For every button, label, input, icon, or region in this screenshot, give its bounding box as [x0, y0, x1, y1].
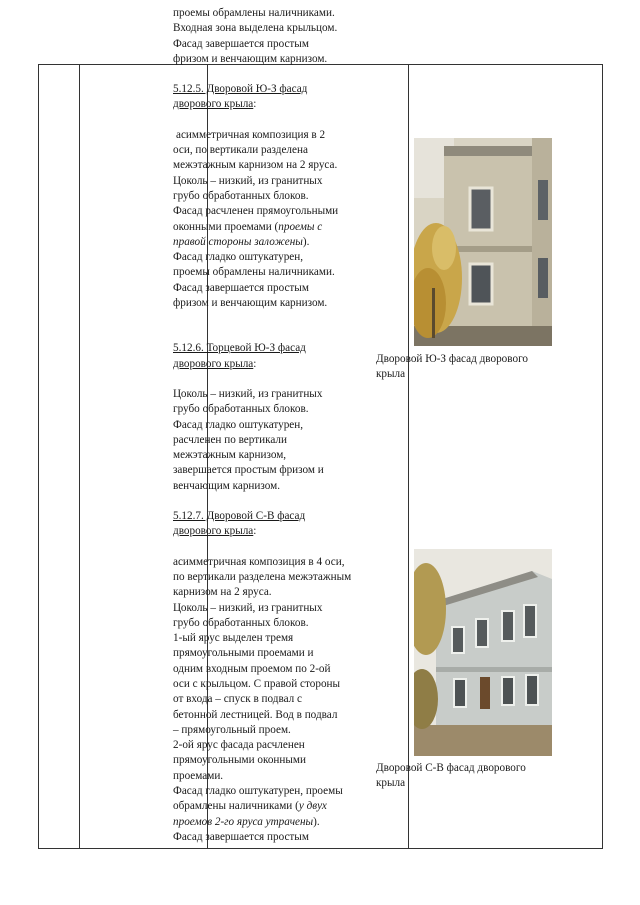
text-line: Цоколь – низкий, из гранитных: [173, 174, 323, 187]
caption-line: Дворовой С-В фасад дворового: [376, 762, 526, 774]
text-line: Фасад гладко оштукатурен,: [173, 251, 304, 264]
text-line: завершается простым фризом и: [173, 464, 324, 477]
section-heading: 5.12.6. Торцевой Ю-З фасад: [173, 342, 306, 355]
text-line: правой стороны заложены).: [173, 235, 310, 248]
text-line: Фасад завершается простым: [173, 281, 309, 294]
text-line: обрамлены наличниками (у двух: [173, 800, 327, 813]
text-line: Фасад гладко оштукатурен,: [173, 418, 304, 431]
description-column: [173, 6, 371, 845]
text-line: одним входным проемом по 2-ой: [173, 662, 331, 675]
text-line: карнизом на 2 яруса.: [173, 586, 272, 599]
text-line: 1-ый ярус выделен тремя: [173, 632, 294, 645]
building-photo: [414, 138, 552, 346]
text-line: грубо обработанных блоков.: [173, 403, 309, 416]
text-line: проемы обрамлены наличниками.: [173, 7, 335, 19]
text-line: оси с крыльцом. С правой стороны: [173, 677, 341, 690]
section-heading: дворового крыла:: [173, 357, 257, 370]
photo-caption-ne: [376, 761, 556, 790]
text-line: межэтажным карнизом,: [173, 449, 287, 462]
photo-caption-sw: [376, 352, 556, 381]
facade-photo-ne: [414, 549, 552, 756]
text-line: Фасад гладко оштукатурен, проемы: [173, 785, 343, 798]
text-line: 2-ой ярус фасада расчленен: [173, 739, 305, 752]
text-line: – прямоугольный проем.: [173, 723, 291, 736]
section-heading: дворового крыла:: [173, 525, 257, 538]
section-heading: дворового крыла:: [173, 98, 257, 111]
facade-photo-sw: [414, 138, 552, 346]
column-divider: [408, 65, 409, 848]
text-line: Входная зона выделена крыльцом.: [173, 22, 338, 35]
text-line: Цоколь – низкий, из гранитных: [173, 601, 323, 614]
text-line: расчленен по вертикали: [173, 433, 287, 446]
text-line: оконными проемами (проемы с: [173, 220, 323, 233]
text-line: по вертикали разделена межэтажным: [173, 570, 352, 583]
text-line: межэтажным карнизом на 2 яруса.: [173, 159, 338, 172]
text-line: проемы обрамлены наличниками.: [173, 266, 335, 279]
caption-line: крыла: [376, 367, 406, 380]
text-line: асимметричная композиция в 2: [176, 128, 326, 141]
text-line: фризом и венчающим карнизом.: [173, 297, 328, 310]
text-line: венчающим карнизом.: [173, 479, 281, 492]
column-divider: [79, 65, 80, 848]
text-line: асимметричная композиция в 4 оси,: [173, 555, 345, 568]
text-line: фризом и венчающим карнизом.: [173, 52, 328, 65]
text-line: прямоугольными оконными: [173, 754, 306, 767]
text-line: бетонной лестницей. Вод в подвал: [173, 708, 338, 721]
text-line: проемов 2-го яруса утрачены).: [173, 815, 320, 828]
text-line: грубо обработанных блоков.: [173, 189, 309, 202]
text-line: Фасад расчленен прямоугольными: [173, 205, 339, 218]
section-heading: 5.12.7. Дворовой С-В фасад: [173, 510, 306, 523]
caption-line: крыла: [376, 776, 406, 789]
building-photo: [414, 549, 552, 756]
text-line: Цоколь – низкий, из гранитных: [173, 387, 323, 400]
text-line: грубо обработанных блоков.: [173, 616, 309, 629]
text-line: оси, по вертикали разделена: [173, 144, 308, 157]
caption-line: Дворовой Ю-З фасад дворового: [376, 353, 528, 365]
text-line: прямоугольными проемами и: [173, 647, 314, 660]
text-line: проемами.: [173, 769, 224, 782]
text-line: Фасад завершается простым: [173, 830, 309, 843]
section-heading: 5.12.5. Дворовой Ю-З фасад: [173, 83, 308, 96]
text-line: от входа – спуск в подвал с: [173, 693, 303, 706]
text-line: Фасад завершается простым: [173, 37, 309, 50]
